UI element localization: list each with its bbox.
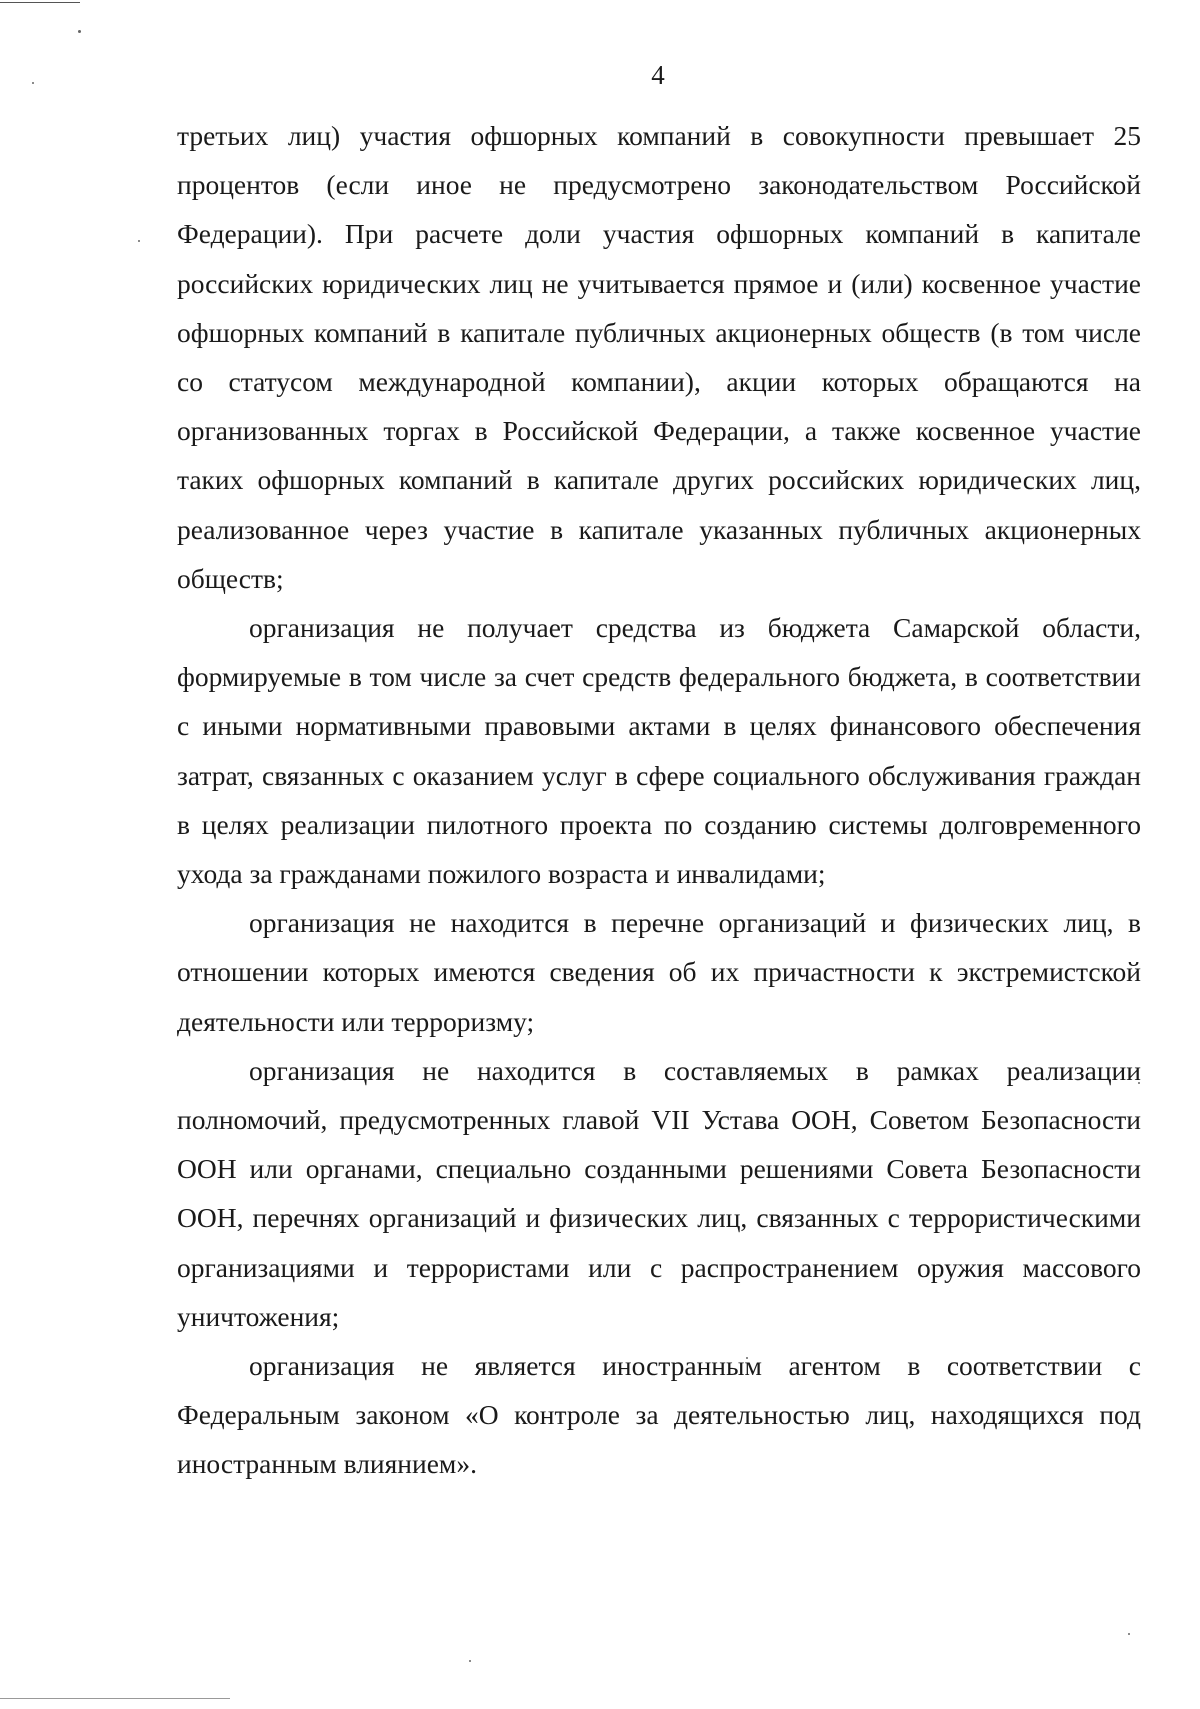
paragraph-no-extremism-list: организация не находится в перечне организаций и физических лиц, в отношении которых имеются сведения об их причастности к экстремистской деятельности или терроризму; [177,907,1141,1037]
scan-speck [78,30,81,33]
document-body [177,111,1141,1489]
paragraph-offshore-participation: третьих лиц) участия офшорных компаний в совокупности превышает 25 процентов (если иное не предусмотрено законодательством Российской Федерации). При расчете доли участия офшорных компаний в капитале российских юридических лиц не учитывается прямое и (или) косвенное участие офшорных компаний в капитале публичных акционерных обществ (в том числе со статусом международной компании), акции которых обращаются на организованных торгах в Российской Федерации, а также косвенное участие таких офшорных компаний в капитале других российских юридических лиц, реализованное через участие в капитале указанных публичных акционерных обществ; [177,120,1141,594]
paragraph-no-un-sanctions-list: организация не находится в составляемых в рамках реализации полномочий, предусмотренных главой VII Устава ООН, Советом Безопасности ООН или органами, специально созданными решениями Совета Безопасности ООН, перечнях организаций и физических лиц, связанных с террористическими организациями и террористами или с распространением оружия массового уничтожения; [177,1054,1141,1332]
scan-speck [138,240,140,242]
paragraph-not-foreign-agent: организация не является иностранным агентом в соответствии с Федеральным законом «О контроле за деятельностью лиц, находящихся под иностранным влиянием». [177,1350,1141,1480]
paragraph-no-budget-funds: организация не получает средства из бюджета Самарской области, формируемые в том числе за счет средств федерального бюджета, в соответствии с иными нормативными правовыми актами в целях финансового обеспечения затрат, связанных с оказанием услуг в сфере социального обслуживания граждан в целях реализации пилотного проекта по созданию системы долговременного ухода за гражданами пожилого возраста и инвалидами; [177,612,1141,890]
scan-edge-line-top [0,2,80,3]
scan-edge-line-bottom [0,1698,230,1699]
scan-speck [469,1660,471,1662]
page-number: 4 [651,60,665,90]
scan-speck [1128,1633,1130,1635]
